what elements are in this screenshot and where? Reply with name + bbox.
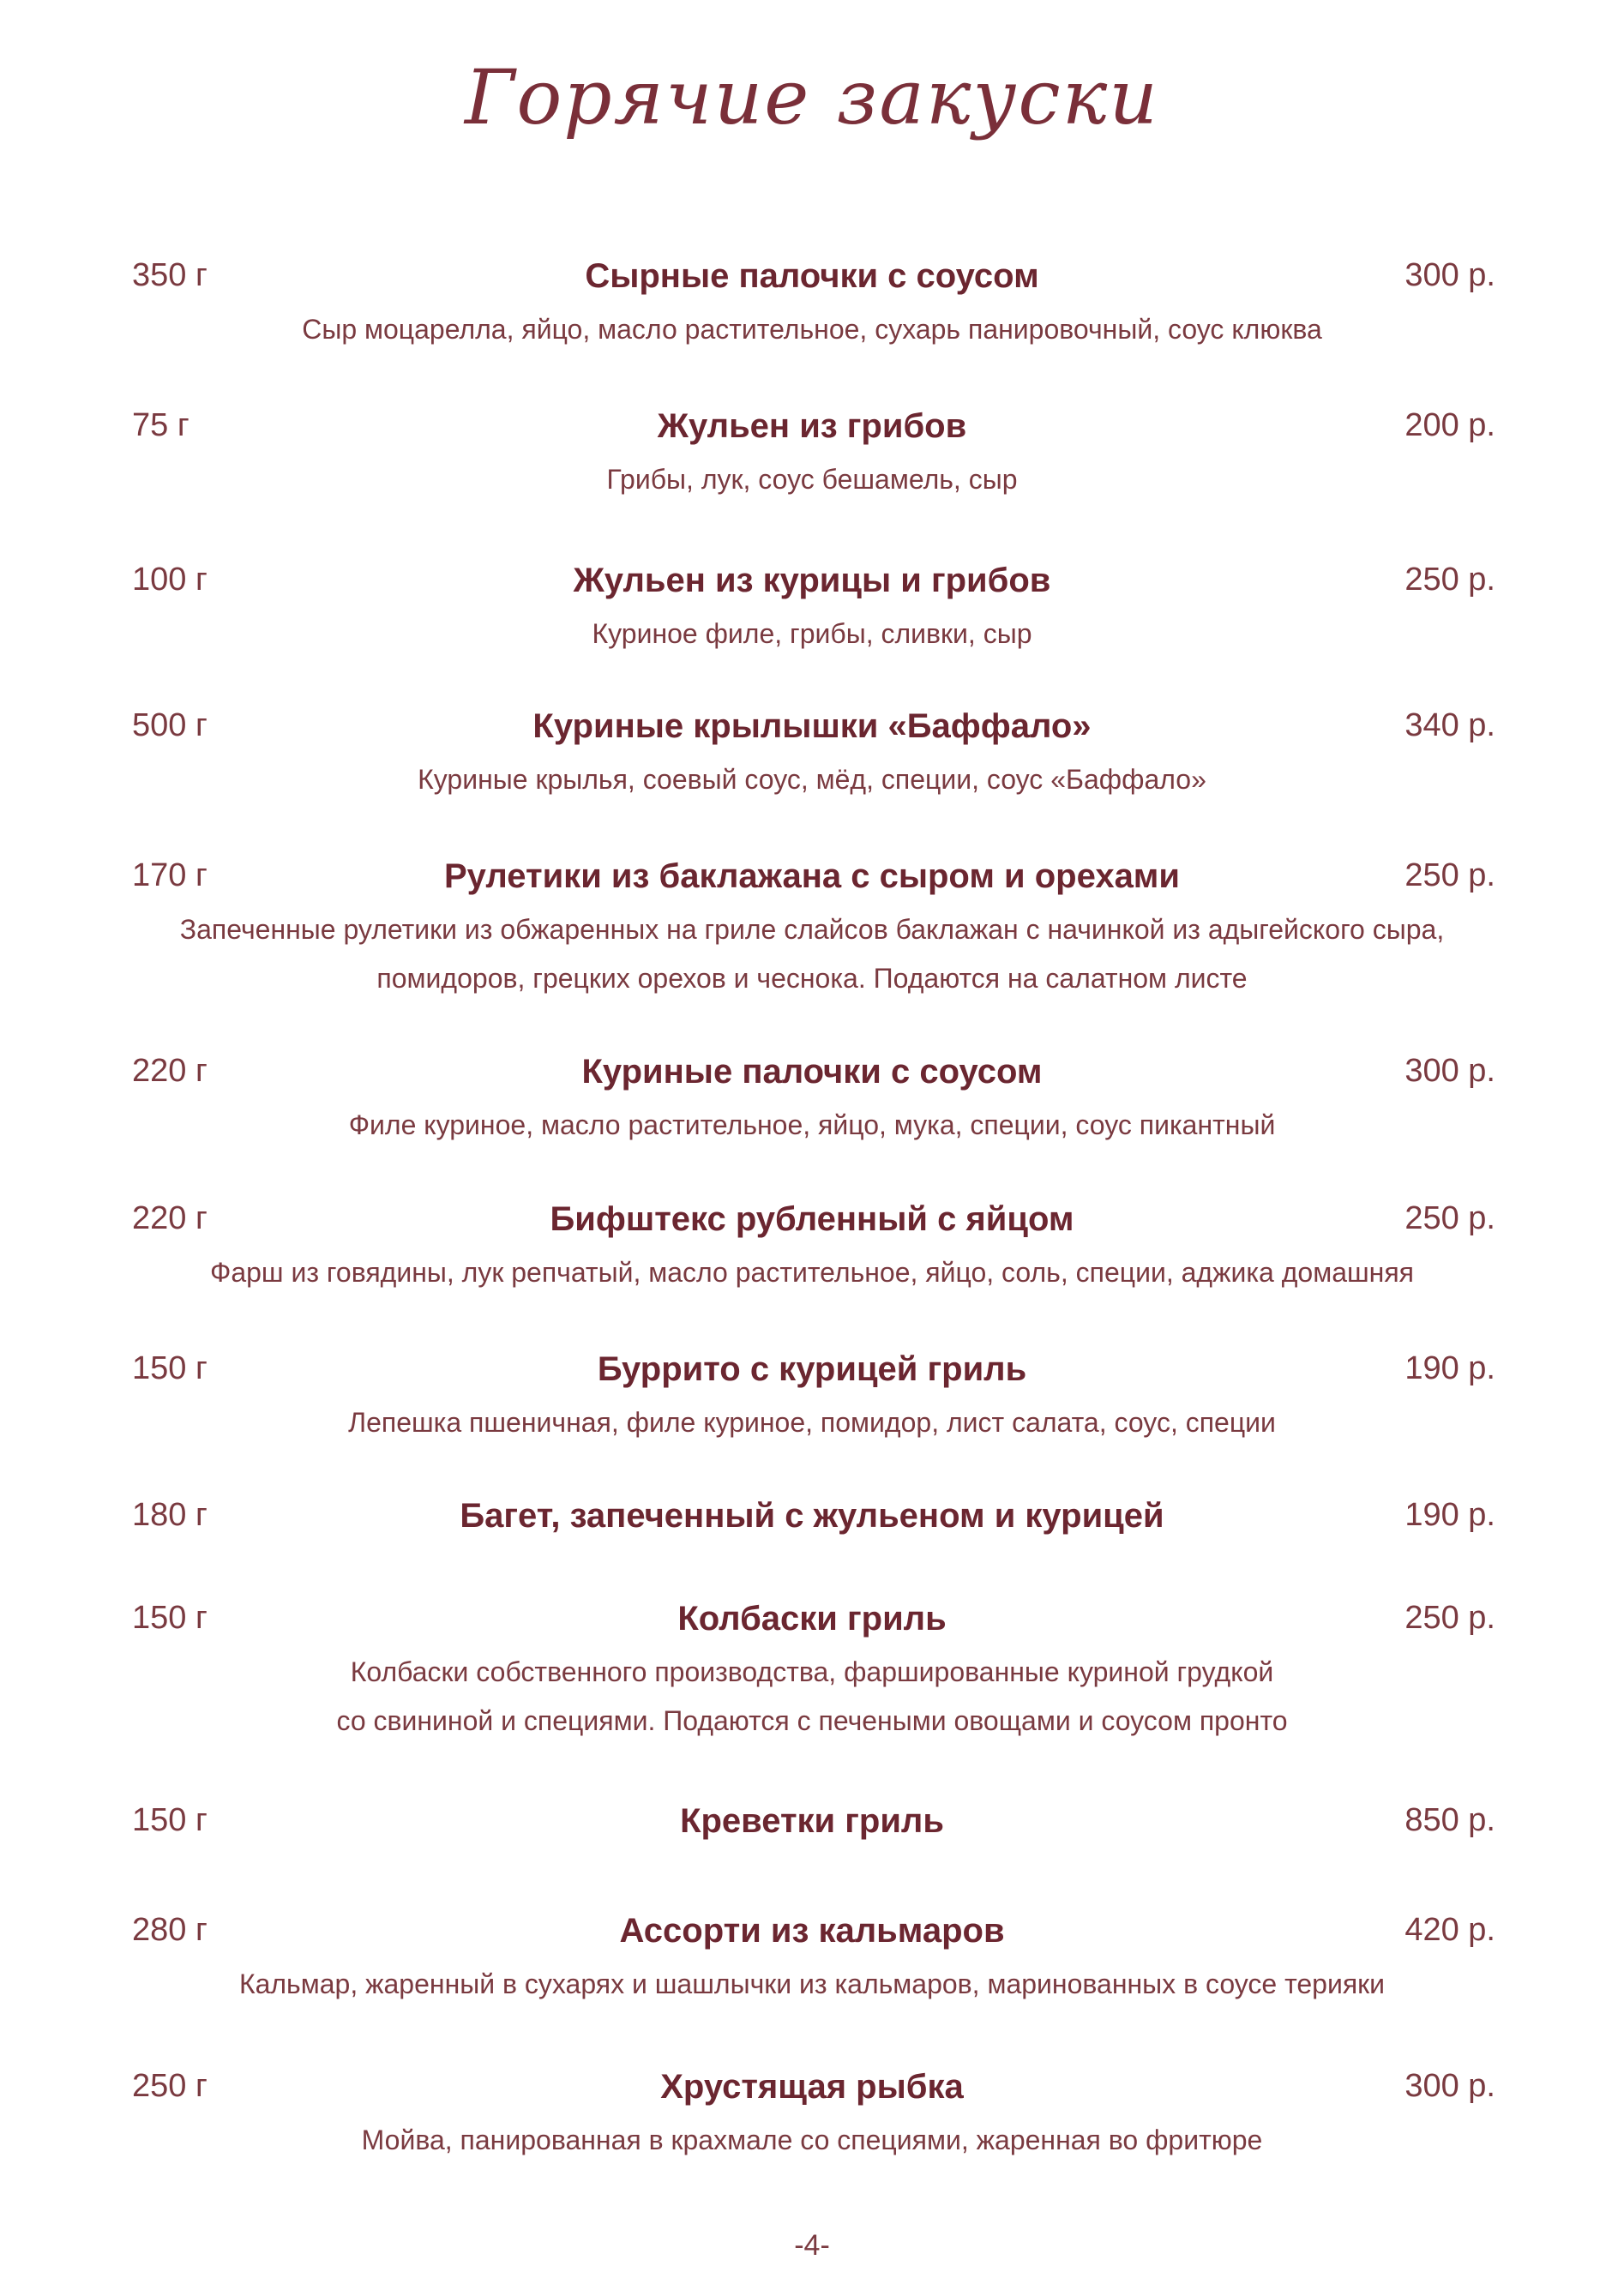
item-description: со свининой и специями. Подаются с печеными овощами и соусом пронто (336, 1705, 1288, 1736)
item-price: 190 р. (1404, 1350, 1495, 1386)
item-weight: 150 г (132, 1802, 208, 1838)
item-weight: 220 г (132, 1200, 208, 1236)
item-weight: 170 г (132, 857, 208, 893)
item-description: Грибы, лук, соус бешамель, сыр (606, 464, 1018, 495)
item-weight: 100 г (132, 562, 208, 598)
item-price: 300 р. (1404, 257, 1495, 293)
menu-item-header (129, 2068, 1495, 2116)
menu-item-header (129, 407, 1495, 455)
item-name: Куриные крылышки «Баффало» (532, 707, 1092, 745)
menu-item-header (129, 1802, 1495, 1850)
item-price: 250 р. (1404, 1200, 1495, 1236)
menu-item (129, 2068, 1495, 2165)
menu-item (129, 1350, 1495, 1447)
item-name: Бифштекс рубленный с яйцом (550, 1200, 1074, 1238)
menu-item-header (129, 1497, 1495, 1545)
item-price: 300 р. (1404, 2068, 1495, 2104)
item-description: Запеченные рулетики из обжаренных на гриле слайсов баклажан с начинкой из адыгейского сыра, (179, 914, 1445, 945)
item-description: Лепешка пшеничная, филе куриное, помидор, лист салата, соус, специи (348, 1407, 1276, 1438)
menu-item-header (129, 1350, 1495, 1398)
item-weight: 280 г (132, 1912, 208, 1948)
item-price: 420 р. (1404, 1912, 1495, 1948)
item-weight: 150 г (132, 1600, 208, 1636)
menu-item (129, 1053, 1495, 1150)
menu-item-header (129, 257, 1495, 305)
item-name: Колбаски гриль (677, 1600, 947, 1638)
menu-item (129, 1600, 1495, 1746)
item-description: Кальмар, жаренный в сухарях и шашлычки из кальмаров, маринованных в соусе терияки (238, 1968, 1386, 1999)
item-price: 300 р. (1404, 1053, 1495, 1089)
item-name: Хрустящая рыбка (660, 2068, 964, 2106)
page-number: -4- (794, 2229, 830, 2262)
item-price: 340 р. (1404, 707, 1495, 743)
item-weight: 350 г (132, 257, 208, 293)
item-price: 250 р. (1404, 1600, 1495, 1636)
menu-item (129, 1200, 1495, 1297)
item-price: 250 р. (1404, 562, 1495, 598)
menu-item (129, 857, 1495, 1003)
item-weight: 220 г (132, 1053, 208, 1089)
menu-item (129, 1802, 1495, 1850)
menu-item-header (129, 562, 1495, 610)
item-price: 850 р. (1404, 1802, 1495, 1838)
item-description: Фарш из говядины, лук репчатый, масло растительное, яйцо, соль, специи, аджика домашняя (210, 1257, 1414, 1288)
item-name: Ассорти из кальмаров (619, 1912, 1005, 1950)
menu-item-header (129, 1600, 1495, 1648)
item-price: 190 р. (1404, 1497, 1495, 1533)
item-name: Рулетики из баклажана с сыром и орехами (444, 857, 1180, 895)
item-price: 250 р. (1404, 857, 1495, 893)
menu-item (129, 1912, 1495, 2009)
menu-item-header (129, 1053, 1495, 1101)
item-name: Жульен из грибов (657, 407, 967, 445)
menu-item-header (129, 1200, 1495, 1248)
item-description: Куриное филе, грибы, сливки, сыр (592, 618, 1032, 649)
menu-item (129, 562, 1495, 658)
item-weight: 75 г (132, 407, 189, 443)
menu-item-header (129, 707, 1495, 755)
page-title: Горячие закуски (465, 53, 1159, 141)
menu-item-header (129, 1912, 1495, 1960)
item-weight: 500 г (132, 707, 208, 743)
item-weight: 150 г (132, 1350, 208, 1386)
item-description: помидоров, грецких орехов и чеснока. Подаются на салатном листе (376, 963, 1248, 994)
item-price: 200 р. (1404, 407, 1495, 443)
item-weight: 250 г (132, 2068, 208, 2104)
menu-item-header (129, 857, 1495, 905)
menu-item (129, 257, 1495, 354)
item-name: Сырные палочки с соусом (585, 257, 1039, 295)
item-name: Багет, запеченный с жульеном и курицей (460, 1497, 1164, 1535)
menu-item (129, 407, 1495, 504)
item-weight: 180 г (132, 1497, 208, 1533)
item-name: Буррито с курицей гриль (597, 1350, 1027, 1388)
item-name: Куриные палочки с соусом (581, 1053, 1043, 1091)
item-description: Мойва, панированная в крахмале со специями, жаренная во фритюре (361, 2125, 1263, 2155)
item-description: Колбаски собственного производства, фаршированные куриной грудкой (350, 1656, 1274, 1687)
item-description: Куриные крылья, соевый соус, мёд, специи, соус «Баффало» (418, 764, 1206, 795)
item-description: Филе куриное, масло растительное, яйцо, мука, специи, соус пикантный (348, 1109, 1276, 1140)
item-name: Креветки гриль (680, 1802, 944, 1840)
menu-item (129, 707, 1495, 804)
menu-item (129, 1497, 1495, 1545)
item-name: Жульен из курицы и грибов (573, 562, 1051, 599)
item-description: Сыр моцарелла, яйцо, масло растительное, сухарь панировочный, соус клюква (302, 314, 1322, 345)
